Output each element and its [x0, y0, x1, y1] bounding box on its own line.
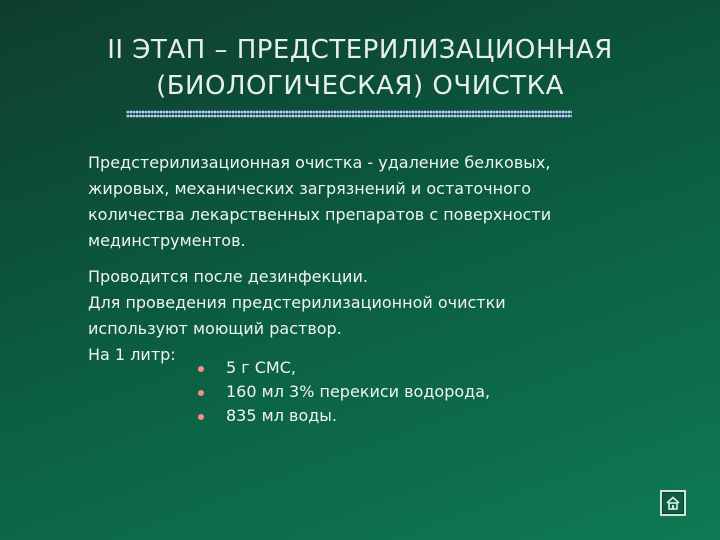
home-icon [665, 495, 681, 511]
slide-title [40, 32, 680, 104]
slide-title-line-1: II ЭТАП – ПРЕДСТЕРИЛИЗАЦИОННАЯ [107, 35, 613, 65]
list-item-text: 160 мл 3% перекиси водорода, [226, 382, 491, 401]
list-item-text: 5 г СМС, [226, 358, 296, 377]
list-item [198, 404, 490, 428]
definition-line-2: жировых, механических загрязнений и остаточного [88, 179, 532, 198]
procedure-line-4: На 1 литр: [88, 345, 176, 364]
procedure-line-2: Для проведения предстерилизационной очистки [88, 293, 506, 312]
recipe-list [198, 356, 490, 428]
definition-line-4: мединструментов. [88, 231, 246, 250]
definition-line-3: количества лекарственных препаратов с поверхности [88, 205, 552, 224]
decorative-divider [126, 110, 572, 118]
home-button[interactable] [660, 490, 686, 516]
slide-body [88, 150, 648, 368]
list-item [198, 380, 490, 404]
definition-line-1: Предстерилизационная очистка - удаление белковых, [88, 153, 551, 172]
procedure-line-1: Проводится после дезинфекции. [88, 267, 368, 286]
slide-title-line-2: (БИОЛОГИЧЕСКАЯ) ОЧИСТКА [156, 71, 564, 101]
bullet-icon [198, 366, 204, 372]
bullet-icon [198, 414, 204, 420]
procedure-paragraph [88, 264, 648, 368]
bullet-icon [198, 390, 204, 396]
procedure-line-3: используют моющий раствор. [88, 319, 342, 338]
list-item-text: 835 мл воды. [226, 406, 338, 425]
definition-paragraph [88, 150, 648, 254]
list-item [198, 356, 490, 380]
